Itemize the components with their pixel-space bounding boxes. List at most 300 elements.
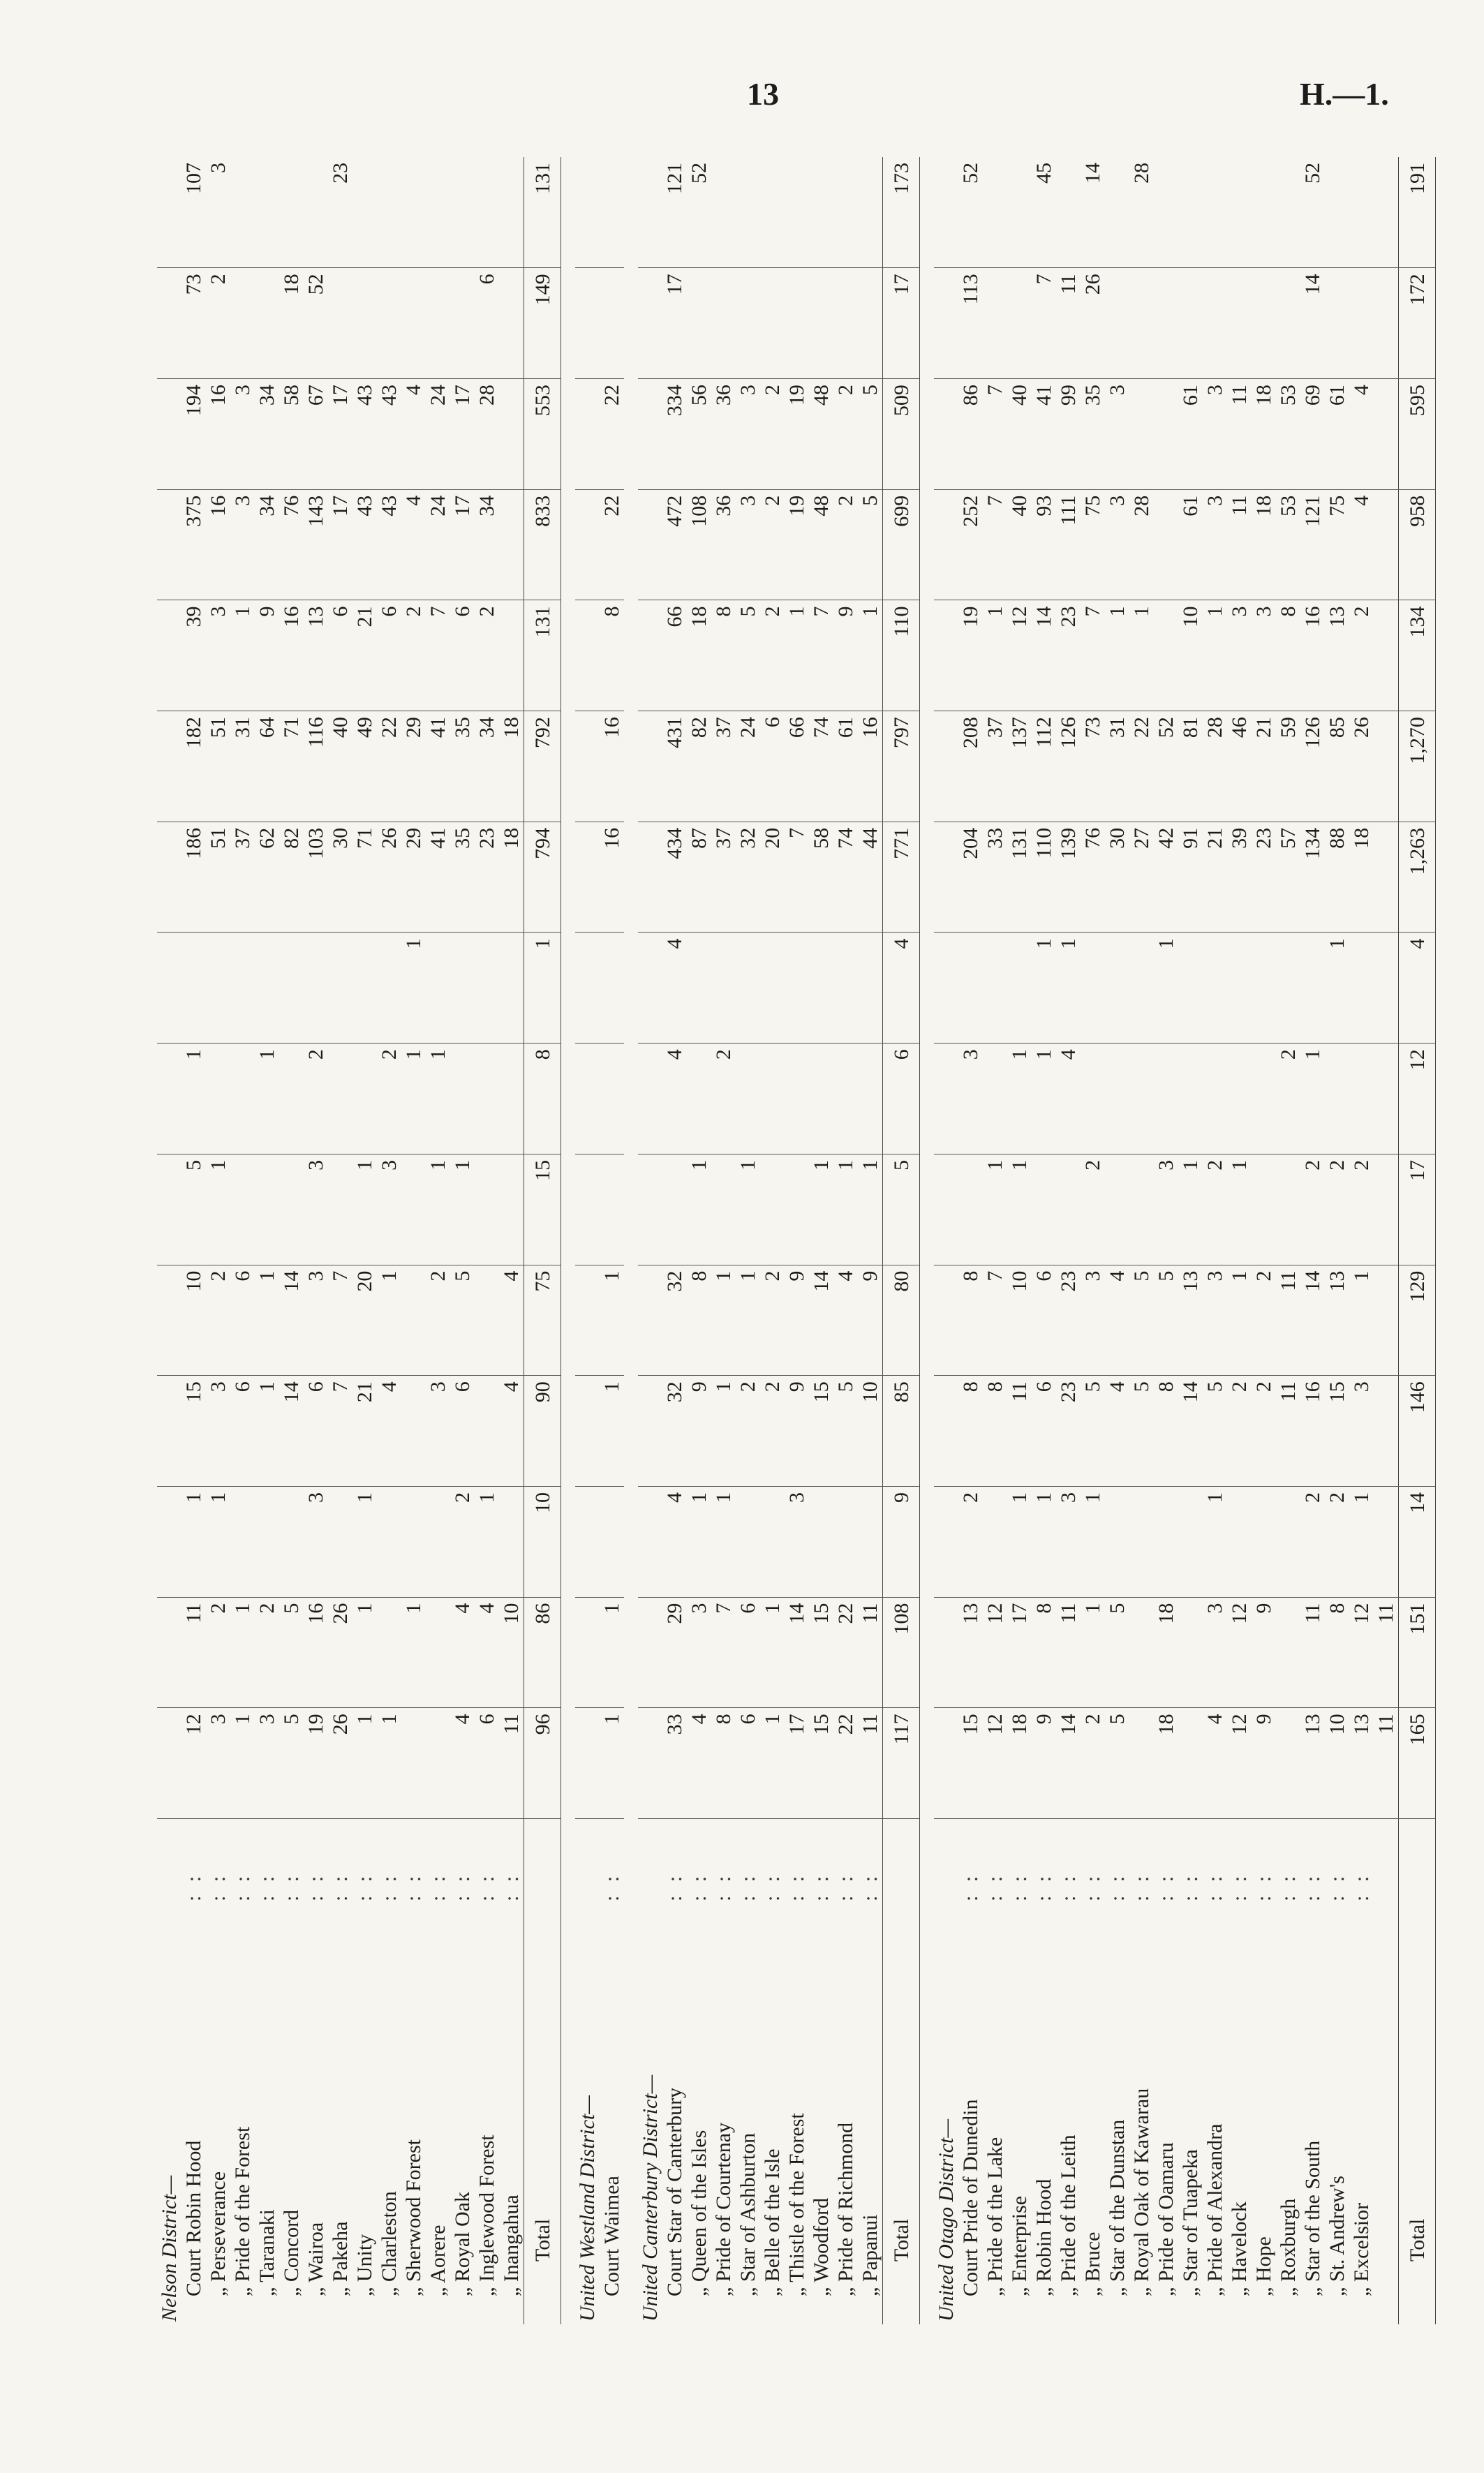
empty-cell — [638, 1154, 662, 1265]
court-name: „ Wairoa — [304, 2222, 327, 2296]
value-cell: 2 — [833, 379, 858, 490]
empty-cell — [157, 489, 181, 600]
empty-cell — [157, 1376, 181, 1487]
value-cell: 1 — [206, 1486, 230, 1597]
value-cell: 1 — [401, 1597, 426, 1708]
value-cell: 33 — [983, 822, 1007, 933]
value-cell: 18 — [1154, 1597, 1178, 1708]
value-cell — [279, 1486, 304, 1597]
value-cell: 3 — [736, 379, 760, 490]
value-cell — [426, 1597, 450, 1708]
table-row — [377, 157, 401, 2324]
table-row — [1032, 157, 1056, 2324]
empty-cell — [638, 1044, 662, 1154]
value-cell — [1032, 1154, 1056, 1265]
value-cell: 1 — [353, 1597, 377, 1708]
empty-cell — [575, 268, 600, 379]
table-row — [1203, 157, 1227, 2324]
value-cell: 4 — [499, 1265, 524, 1376]
value-cell — [499, 489, 524, 600]
total-value: 14 — [1399, 1486, 1436, 1597]
value-cell: 61 — [1178, 379, 1203, 490]
table-row — [687, 157, 711, 2324]
total-value: 6 — [883, 1044, 920, 1154]
value-cell — [1227, 1044, 1252, 1154]
value-cell: 14 — [1300, 268, 1325, 379]
empty-cell — [157, 1265, 181, 1376]
value-cell: 19 — [785, 489, 809, 600]
leader-dots: : : — [859, 1871, 882, 1901]
value-cell: 16 — [600, 711, 624, 822]
value-cell: 44 — [858, 822, 883, 933]
value-cell: 43 — [353, 489, 377, 600]
empty-cell — [934, 822, 958, 933]
value-cell — [426, 1708, 450, 1819]
value-cell: 2 — [833, 489, 858, 600]
value-cell: 18 — [499, 822, 524, 933]
value-cell: 3 — [206, 600, 230, 711]
value-cell: 36 — [711, 489, 736, 600]
value-cell — [1178, 1044, 1203, 1154]
value-cell: 24 — [426, 489, 450, 600]
value-cell: 3 — [1203, 379, 1227, 490]
value-cell: 40 — [328, 711, 353, 822]
value-cell: 7 — [328, 1265, 353, 1376]
value-cell: 15 — [809, 1708, 833, 1819]
value-cell: 17 — [662, 268, 687, 379]
value-cell: 16 — [858, 711, 883, 822]
empty-cell — [934, 1154, 958, 1265]
value-cell: 2 — [1276, 1044, 1300, 1154]
empty-cell — [934, 268, 958, 379]
table-row — [1178, 157, 1203, 2324]
value-cell: 3 — [304, 1265, 328, 1376]
value-cell: 8 — [958, 1376, 983, 1487]
value-cell: 9 — [687, 1376, 711, 1487]
value-cell: 41 — [1032, 379, 1056, 490]
value-cell: 5 — [279, 1708, 304, 1819]
value-cell: 58 — [279, 379, 304, 490]
total-value: 17 — [1399, 1154, 1436, 1265]
total-value: 134 — [1399, 600, 1436, 711]
value-cell: 7 — [711, 1597, 736, 1708]
value-cell: 29 — [662, 1597, 687, 1708]
value-cell: 18 — [1349, 822, 1374, 933]
value-cell — [1300, 933, 1325, 1044]
empty-cell — [638, 711, 662, 822]
value-cell: 1 — [255, 1376, 279, 1487]
value-cell: 18 — [1252, 489, 1276, 600]
empty-cell — [934, 1265, 958, 1376]
value-cell: 1 — [1032, 1044, 1056, 1154]
leader-dots: : : — [329, 1871, 352, 1901]
value-cell: 5 — [736, 600, 760, 711]
value-cell: 8 — [1032, 1597, 1056, 1708]
value-cell: 1 — [426, 1154, 450, 1265]
value-cell — [1276, 157, 1300, 268]
value-cell: 18 — [1154, 1708, 1178, 1819]
value-cell: 21 — [353, 1376, 377, 1487]
value-cell: 15 — [809, 1376, 833, 1487]
court-name: „ Charleston — [378, 2191, 401, 2296]
value-cell — [1374, 489, 1399, 600]
leader-dots: : : — [353, 1871, 376, 1901]
value-cell — [736, 1044, 760, 1154]
value-cell: 1 — [760, 1597, 785, 1708]
value-cell: 18 — [499, 711, 524, 822]
leader-dots: : : — [182, 1871, 205, 1901]
value-cell: 3 — [1252, 600, 1276, 711]
value-cell: 143 — [304, 489, 328, 600]
value-cell: 134 — [1300, 822, 1325, 933]
value-cell: 2 — [206, 1265, 230, 1376]
value-cell — [1129, 1597, 1154, 1708]
value-cell — [377, 268, 401, 379]
empty-cell — [157, 379, 181, 490]
value-cell — [475, 933, 499, 1044]
value-cell — [1227, 1486, 1252, 1597]
value-cell — [600, 268, 624, 379]
value-cell: 17 — [450, 489, 475, 600]
value-cell: 11 — [1056, 268, 1081, 379]
value-cell — [328, 268, 353, 379]
value-cell: 7 — [983, 1265, 1007, 1376]
value-cell: 32 — [662, 1265, 687, 1376]
value-cell: 1 — [983, 600, 1007, 711]
value-cell: 110 — [1032, 822, 1056, 933]
value-cell: 1 — [401, 933, 426, 1044]
court-name: „ Royal Oak of Kawarau — [1130, 2088, 1153, 2296]
value-cell: 1 — [983, 1154, 1007, 1265]
court-name: „ Concord — [280, 2209, 303, 2296]
value-cell — [1276, 268, 1300, 379]
court-name: „ Inangahua — [500, 2194, 523, 2296]
value-cell: 28 — [1129, 489, 1154, 600]
value-cell: 1 — [833, 1154, 858, 1265]
value-cell: 14 — [1178, 1376, 1203, 1487]
value-cell: 14 — [1056, 1708, 1081, 1819]
total-value: 10 — [524, 1486, 561, 1597]
leader-dots: : : — [959, 1871, 982, 1901]
value-cell: 131 — [1007, 822, 1032, 933]
value-cell — [1252, 268, 1276, 379]
value-cell: 1 — [1300, 1044, 1325, 1154]
value-cell: 16 — [206, 379, 230, 490]
table-row — [1252, 157, 1276, 2324]
table-row — [206, 157, 230, 2324]
value-cell: 3 — [1203, 1597, 1227, 1708]
value-cell: 26 — [1349, 711, 1374, 822]
total-row — [1399, 157, 1436, 2324]
value-cell: 62 — [255, 822, 279, 933]
value-cell — [499, 933, 524, 1044]
value-cell: 21 — [1252, 711, 1276, 822]
value-cell: 12 — [983, 1708, 1007, 1819]
empty-cell — [638, 379, 662, 490]
court-name: „ Pride of Oamaru — [1155, 2142, 1178, 2296]
total-value: 117 — [883, 1708, 920, 1819]
value-cell: 1 — [353, 1486, 377, 1597]
leader-dots: : : — [712, 1871, 735, 1901]
total-value: 595 — [1399, 379, 1436, 490]
total-value: 80 — [883, 1265, 920, 1376]
value-cell — [1227, 157, 1252, 268]
empty-cell — [638, 157, 662, 268]
table-row — [475, 157, 499, 2324]
value-cell: 8 — [958, 1265, 983, 1376]
value-cell — [1227, 933, 1252, 1044]
value-cell: 4 — [450, 1708, 475, 1819]
total-value: 958 — [1399, 489, 1436, 600]
table-row — [1325, 157, 1349, 2324]
value-cell — [1252, 157, 1276, 268]
table-row — [983, 157, 1007, 2324]
value-cell: 5 — [858, 489, 883, 600]
total-value: 553 — [524, 379, 561, 490]
value-cell: 2 — [1252, 1265, 1276, 1376]
value-cell: 2 — [475, 600, 499, 711]
leader-dots: : : — [600, 1871, 623, 1901]
value-cell: 1 — [1349, 1486, 1374, 1597]
value-cell — [1129, 933, 1154, 1044]
value-cell: 3 — [206, 1708, 230, 1819]
leader-dots: : : — [207, 1871, 230, 1901]
value-cell — [328, 1486, 353, 1597]
value-cell: 3 — [255, 1708, 279, 1819]
value-cell: 2 — [401, 600, 426, 711]
value-cell: 34 — [475, 711, 499, 822]
table-row — [809, 157, 833, 2324]
court-name: „ St. Andrew's — [1326, 2176, 1349, 2296]
value-cell — [833, 1486, 858, 1597]
value-cell: 23 — [328, 157, 353, 268]
value-cell: 6 — [736, 1597, 760, 1708]
value-cell: 8 — [711, 600, 736, 711]
value-cell — [1325, 1044, 1349, 1154]
total-value: 172 — [1399, 268, 1436, 379]
value-cell: 9 — [858, 1265, 883, 1376]
value-cell: 13 — [958, 1597, 983, 1708]
value-cell: 14 — [1081, 157, 1105, 268]
court-name: „ Pakeha — [329, 2221, 352, 2296]
table-row — [833, 157, 858, 2324]
value-cell — [1129, 1708, 1154, 1819]
value-cell — [958, 1154, 983, 1265]
value-cell — [1374, 822, 1399, 933]
value-cell: 11 — [1227, 379, 1252, 490]
value-cell: 7 — [426, 600, 450, 711]
value-cell: 8 — [1325, 1597, 1349, 1708]
total-value: 129 — [1399, 1265, 1436, 1376]
value-cell: 107 — [181, 157, 206, 268]
value-cell — [1081, 933, 1105, 1044]
value-cell — [662, 1154, 687, 1265]
value-cell: 26 — [328, 1708, 353, 1819]
leader-dots: : : — [451, 1871, 474, 1901]
value-cell — [353, 157, 377, 268]
value-cell — [1374, 1265, 1399, 1376]
value-cell: 1 — [1105, 600, 1129, 711]
value-cell: 2 — [1300, 1154, 1325, 1265]
value-cell — [858, 1486, 883, 1597]
value-cell: 56 — [687, 379, 711, 490]
value-cell: 41 — [426, 711, 450, 822]
value-cell: 6 — [475, 268, 499, 379]
value-cell: 51 — [206, 822, 230, 933]
value-cell: 20 — [760, 822, 785, 933]
value-cell — [1203, 268, 1227, 379]
value-cell — [736, 268, 760, 379]
value-cell — [600, 1044, 624, 1154]
value-cell: 1 — [1081, 1597, 1105, 1708]
value-cell: 9 — [1252, 1597, 1276, 1708]
value-cell: 14 — [1032, 600, 1056, 711]
value-cell: 3 — [958, 1044, 983, 1154]
value-cell — [279, 1154, 304, 1265]
value-cell — [499, 1486, 524, 1597]
total-value: 1,270 — [1399, 711, 1436, 822]
value-cell — [858, 157, 883, 268]
value-cell: 4 — [662, 1486, 687, 1597]
value-cell: 61 — [1325, 379, 1349, 490]
value-cell — [809, 1044, 833, 1154]
spacer-row — [920, 157, 935, 2324]
value-cell: 3 — [1227, 600, 1252, 711]
value-cell: 1 — [600, 1265, 624, 1376]
value-cell: 1 — [858, 1154, 883, 1265]
value-cell: 1 — [1007, 1154, 1032, 1265]
value-cell: 19 — [785, 379, 809, 490]
value-cell: 3 — [304, 1486, 328, 1597]
empty-cell — [157, 1486, 181, 1597]
value-cell: 103 — [304, 822, 328, 933]
value-cell — [1105, 1154, 1129, 1265]
value-cell: 4 — [687, 1708, 711, 1819]
total-value: 5 — [883, 1154, 920, 1265]
value-cell — [450, 1044, 475, 1154]
value-cell: 434 — [662, 822, 687, 933]
value-cell: 116 — [304, 711, 328, 822]
value-cell: 7 — [809, 600, 833, 711]
leader-dots — [1374, 1819, 1399, 1908]
value-cell: 4 — [1349, 379, 1374, 490]
value-cell: 6 — [475, 1708, 499, 1819]
value-cell: 1 — [1056, 933, 1081, 1044]
value-cell — [760, 1486, 785, 1597]
value-cell — [255, 1486, 279, 1597]
leader-dots: : : — [1130, 1871, 1153, 1901]
value-cell: 5 — [1105, 1708, 1129, 1819]
value-cell — [230, 268, 255, 379]
value-cell: 43 — [377, 379, 401, 490]
value-cell: 31 — [230, 711, 255, 822]
value-cell: 121 — [1300, 489, 1325, 600]
court-name: Court Pride of Dunedin — [959, 2099, 982, 2296]
value-cell — [353, 1044, 377, 1154]
value-cell: 75 — [1325, 489, 1349, 600]
value-cell — [1007, 268, 1032, 379]
value-cell: 29 — [401, 711, 426, 822]
value-cell: 5 — [450, 1265, 475, 1376]
value-cell — [1105, 157, 1129, 268]
value-cell: 11 — [1007, 1376, 1032, 1487]
value-cell — [279, 157, 304, 268]
value-cell — [377, 1597, 401, 1708]
total-value: 110 — [883, 600, 920, 711]
table-row — [600, 157, 624, 2324]
value-cell — [785, 1044, 809, 1154]
court-name: „ Taranaki — [255, 2209, 279, 2296]
value-cell — [1154, 1044, 1178, 1154]
value-cell: 2 — [1081, 1154, 1105, 1265]
value-cell: 3 — [377, 1154, 401, 1265]
empty-cell — [157, 268, 181, 379]
table-row — [1154, 157, 1178, 2324]
value-cell — [736, 1486, 760, 1597]
value-cell: 35 — [1081, 379, 1105, 490]
value-cell: 4 — [833, 1265, 858, 1376]
value-cell: 2 — [760, 1265, 785, 1376]
value-cell: 137 — [1007, 711, 1032, 822]
value-cell — [1252, 1154, 1276, 1265]
value-cell: 18 — [279, 268, 304, 379]
value-cell: 16 — [304, 1597, 328, 1708]
empty-cell — [638, 933, 662, 1044]
total-value: 85 — [883, 1376, 920, 1487]
value-cell: 1 — [711, 1265, 736, 1376]
value-cell: 1 — [206, 1154, 230, 1265]
table-row — [958, 157, 983, 2324]
value-cell — [255, 268, 279, 379]
value-cell — [377, 1486, 401, 1597]
value-cell: 59 — [1276, 711, 1300, 822]
value-cell — [1349, 933, 1374, 1044]
value-cell: 23 — [475, 822, 499, 933]
value-cell — [1178, 933, 1203, 1044]
court-name: „ Sherwood Forest — [402, 2139, 425, 2296]
value-cell: 7 — [1032, 268, 1056, 379]
value-cell: 28 — [475, 379, 499, 490]
value-cell — [1374, 157, 1399, 268]
empty-cell — [934, 489, 958, 600]
value-cell: 37 — [711, 711, 736, 822]
value-cell — [785, 1154, 809, 1265]
value-cell — [809, 268, 833, 379]
value-cell — [475, 1154, 499, 1265]
value-cell: 5 — [858, 379, 883, 490]
empty-cell — [575, 1044, 600, 1154]
leader-dots: : : — [1203, 1871, 1226, 1901]
value-cell: 17 — [328, 379, 353, 490]
value-cell — [475, 1044, 499, 1154]
value-cell: 37 — [711, 822, 736, 933]
value-cell: 6 — [328, 600, 353, 711]
value-cell: 126 — [1056, 711, 1081, 822]
value-cell — [1276, 1708, 1300, 1819]
court-name: „ Bruce — [1081, 2231, 1104, 2296]
value-cell: 19 — [958, 600, 983, 711]
value-cell: 2 — [958, 1486, 983, 1597]
value-cell — [426, 157, 450, 268]
value-cell: 2 — [450, 1486, 475, 1597]
value-cell: 3 — [1105, 379, 1129, 490]
value-cell: 4 — [1349, 489, 1374, 600]
court-name: „ Pride of Richmond — [834, 2122, 857, 2296]
court-name: „ Royal Oak — [451, 2192, 474, 2296]
value-cell: 21 — [1203, 822, 1227, 933]
value-cell: 9 — [1032, 1708, 1056, 1819]
value-cell: 93 — [1032, 489, 1056, 600]
